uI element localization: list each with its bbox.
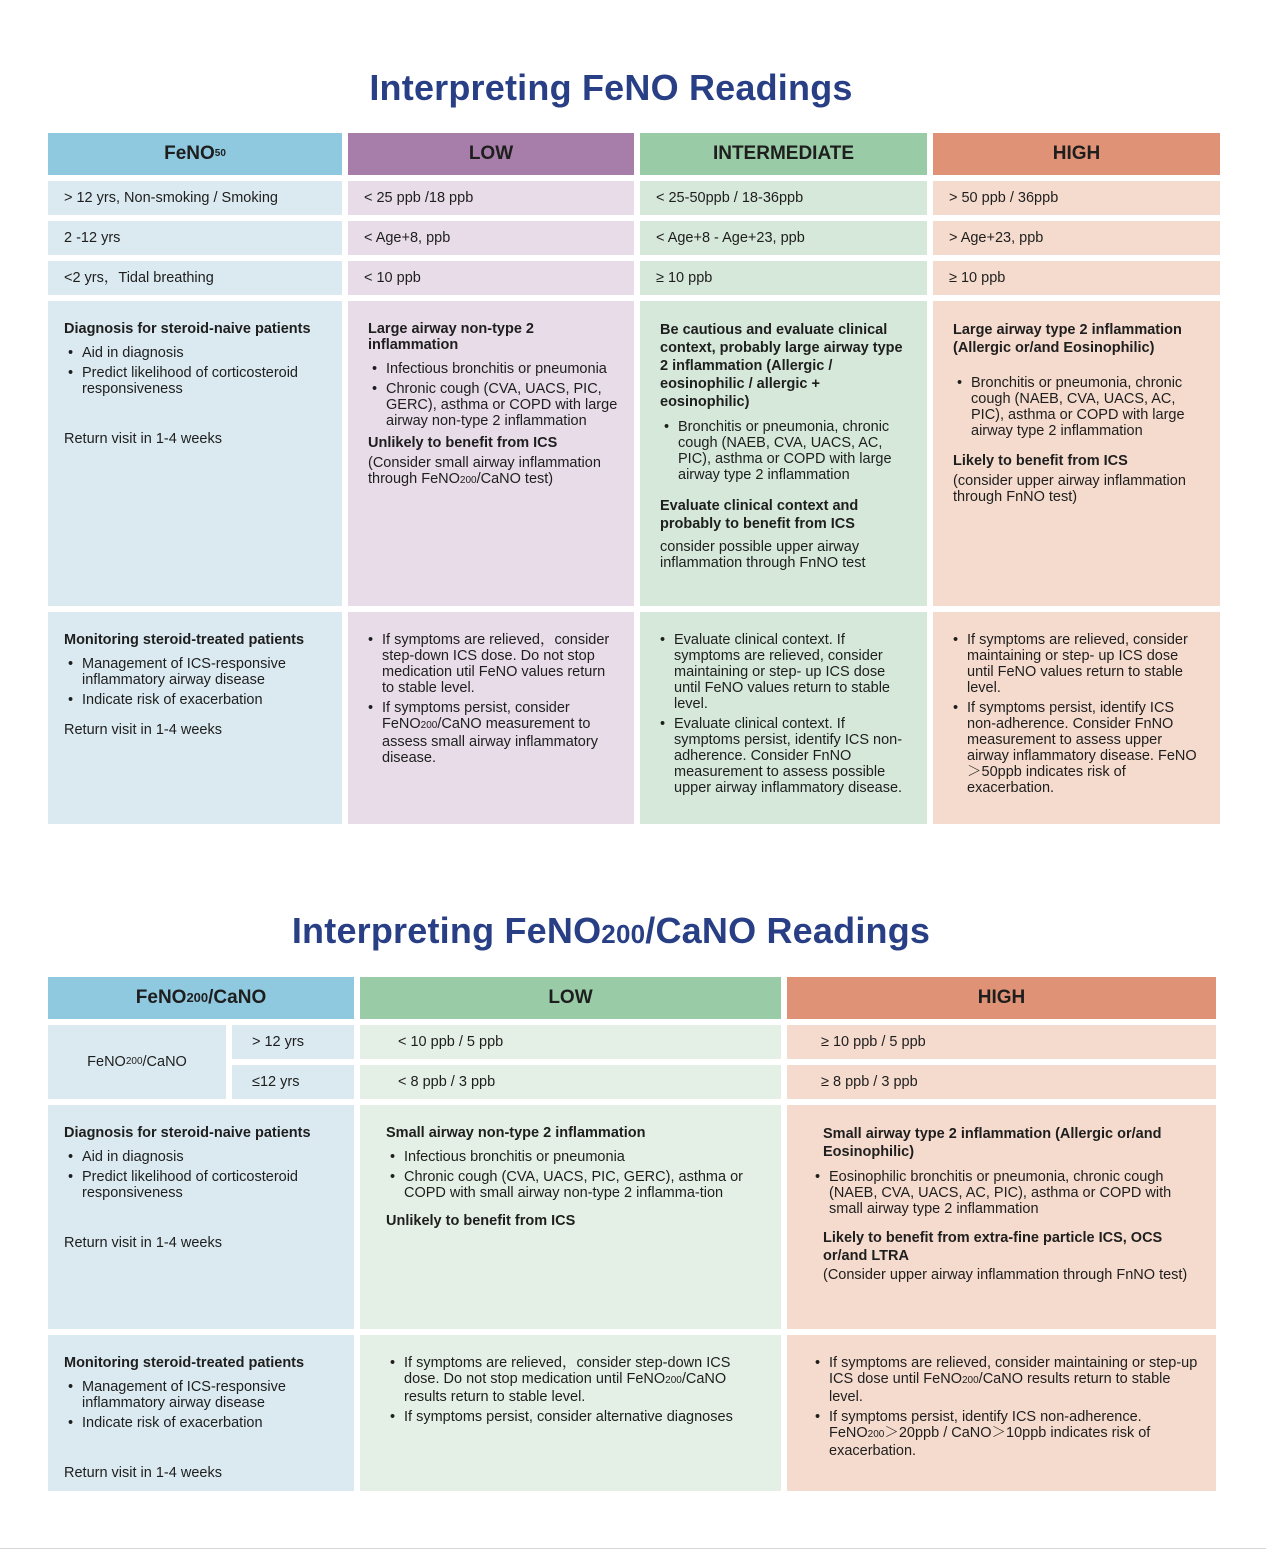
diagnosis-title: Diagnosis for steroid-naive patients	[64, 321, 311, 337]
group-text: FeNO	[87, 1054, 126, 1070]
monitoring-label-cell	[48, 612, 342, 824]
bullet-text: If symptoms persist, identify ICS non-adherence. FeNO	[829, 1409, 1142, 1441]
header-text: /CaNO	[208, 987, 267, 1008]
intermediate-threshold: ≥ 10 ppb	[640, 261, 927, 295]
diagnosis-bullets	[64, 1149, 338, 1201]
high-benefit-note: (consider upper airway inflammation through FnNO test)	[953, 473, 1186, 505]
list-item: • Evaluate clinical context. If symptoms persist, identify ICS non-adherence. Consider FnNO measurement to assess possible upper airway inflammatory disease.	[668, 716, 911, 796]
bullet-subscript: 200	[665, 1375, 682, 1386]
list-item: • Chronic cough (CVA, UACS, PIC, GERC), asthma or COPD with small airway non-type 2 inflamma-tion	[398, 1169, 745, 1201]
bullet-text: /CaNO results return to stable level.	[829, 1371, 1171, 1405]
intermediate-monitoring-bullets	[656, 632, 911, 796]
intermediate-diagnosis-title: Be cautious and evaluate clinical context, probably large airway type 2 inflammation (Allergic / eosinophilic / allergic + eosinophilic)	[660, 322, 903, 410]
bullet-text: If symptoms persist, consider FeNO	[382, 700, 570, 732]
monitoring-intermediate-cell	[640, 612, 927, 824]
intermediate-benefit-title: Evaluate clinical context and probably to benefit from ICS	[660, 498, 859, 532]
return-visit: Return visit in 1-4 weeks	[64, 722, 222, 738]
page-title-feno: Interpreting FeNO Readings	[369, 67, 853, 108]
note-text: /CaNO test)	[476, 471, 554, 487]
low-diagnosis-title: Large airway non-type 2 inflammation	[368, 321, 534, 353]
return-visit: Return visit in 1-4 weeks	[64, 431, 222, 447]
list-item: • Predict likelihood of corticosteroid responsiveness	[76, 1169, 338, 1201]
low-benefit-note	[368, 455, 618, 489]
intermediate-diagnosis-bullets	[660, 419, 911, 483]
return-visit: Return visit in 1-4 weeks	[64, 1465, 222, 1481]
diagnosis-intermediate-cell	[640, 301, 927, 606]
list-item: • If symptoms are relieved, consider maintaining or step- up ICS dose until FeNO values return to stable level.	[961, 632, 1204, 696]
bullet-text: If symptoms are relieved，consider step-down ICS dose. Do not stop medication until FeNO	[404, 1355, 731, 1387]
intermediate-threshold: < 25-50ppb / 18-36ppb	[640, 181, 927, 215]
list-item	[376, 700, 618, 766]
diagnosis-high-cell	[933, 301, 1220, 606]
list-item: • Infectious bronchitis or pneumonia	[380, 361, 618, 377]
monitoring-title: Monitoring steroid-treated patients	[64, 632, 305, 648]
list-item: • Evaluate clinical context. If symptoms are relieved, consider maintaining or step- up ICS dose until FeNO values return to stable level.	[668, 632, 911, 712]
age-label: > 12 yrs, Non-smoking / Smoking	[48, 181, 342, 215]
list-item: • If symptoms persist, identify ICS non-adherence. Consider FnNO measurement to assess upper airway inflammatory disease. FeNO＞50ppb indicates risk of exacerbation.	[961, 700, 1204, 796]
monitoring-title: Monitoring steroid-treated patients	[64, 1355, 305, 1371]
bullet-text: If symptoms are relieved, consider maintaining or step-up ICS dose until FeNO	[829, 1355, 1198, 1387]
bullet-text: ＞20ppb / CaNO＞10ppb indicates risk of exacerbation.	[829, 1425, 1151, 1459]
page-divider	[0, 1548, 1266, 1549]
group-text: /CaNO	[142, 1054, 187, 1070]
diagnosis-high-cell	[787, 1105, 1216, 1329]
page-title-feno200-cano	[0, 910, 1222, 952]
title-text: /CaNO Readings	[645, 910, 931, 951]
group-subscript: 200	[125, 1056, 143, 1067]
diagnosis-label-cell	[48, 301, 342, 606]
high-monitoring-bullets	[949, 632, 1204, 796]
return-visit: Return visit in 1-4 weeks	[64, 1235, 222, 1251]
bullet-subscript: 200	[420, 720, 438, 731]
list-item: • Eosinophilic bronchitis or pneumonia, chronic cough (NAEB, CVA, UACS, AC, PIC), asthma or COPD with small airway type 2 inflammation	[823, 1169, 1200, 1217]
low-diagnosis-bullets	[368, 361, 618, 429]
low-threshold: < 10 ppb	[348, 261, 634, 295]
list-item: • Predict likelihood of corticosteroid responsiveness	[76, 365, 326, 397]
high-threshold: ≥ 8 ppb / 3 ppb	[787, 1065, 1216, 1099]
low-threshold: < Age+8, ppb	[348, 221, 634, 255]
monitoring-bullets	[64, 656, 326, 708]
list-item: • If symptoms are relieved，consider step-down ICS dose. Do not stop medication util FeNO values return to stable level.	[376, 632, 618, 696]
diagnosis-low-cell	[360, 1105, 781, 1329]
age-label: <2 yrs，Tidal breathing	[48, 261, 342, 295]
header-intermediate: INTERMEDIATE	[640, 133, 927, 175]
high-benefit-note: (Consider upper airway inflammation through FnNO test)	[823, 1267, 1188, 1283]
list-item: • Infectious bronchitis or pneumonia	[398, 1149, 745, 1165]
list-item: • Chronic cough (CVA, UACS, PIC, GERC), asthma or COPD with large airway non-type 2 inflammation	[380, 381, 618, 429]
feno-table	[48, 133, 1220, 824]
group-label	[48, 1025, 226, 1099]
header-high: HIGH	[787, 977, 1216, 1019]
list-item: • Bronchitis or pneumonia, chronic cough (NAEB, CVA, UACS, AC, PIC), asthma or COPD with large airway type 2 inflammation	[672, 419, 911, 483]
high-threshold: > Age+23, ppb	[933, 221, 1220, 255]
list-item	[398, 1355, 745, 1405]
high-diagnosis-title: Large airway type 2 inflammation (Allergic or/and Eosinophilic)	[953, 322, 1182, 356]
intermediate-threshold: < Age+8 - Age+23, ppb	[640, 221, 927, 255]
high-benefit-title: Likely to benefit from extra-fine particle ICS, OCS or/and LTRA	[823, 1230, 1163, 1264]
list-item: • Management of ICS-responsive inflammatory airway disease	[76, 656, 326, 688]
header-feno-subscript: 50	[214, 148, 226, 159]
low-threshold: < 25 ppb /18 ppb	[348, 181, 634, 215]
diagnosis-label-cell	[48, 1105, 354, 1329]
low-benefit-title: Unlikely to benefit from ICS	[368, 435, 558, 451]
high-threshold: ≥ 10 ppb / 5 ppb	[787, 1025, 1216, 1059]
list-item: • Management of ICS-responsive inflammatory airway disease	[76, 1379, 338, 1411]
low-monitoring-bullets	[386, 1355, 765, 1425]
monitoring-label-cell	[48, 1335, 354, 1491]
note-subscript: 200	[459, 475, 477, 486]
diagnosis-bullets	[64, 345, 326, 397]
header-low: LOW	[360, 977, 781, 1019]
title-text: Interpreting FeNO	[291, 910, 602, 951]
header-high: HIGH	[933, 133, 1220, 175]
header-feno200-cano	[48, 977, 354, 1019]
diagnosis-low-cell	[348, 301, 634, 606]
header-feno50	[48, 133, 342, 175]
note-text: (Consider small airway inflammation through FeNO	[368, 455, 601, 487]
header-text: FeNO	[135, 987, 187, 1008]
high-monitoring-bullets	[823, 1355, 1200, 1459]
header-subscript: 200	[186, 990, 209, 1005]
bullet-subscript: 200	[867, 1429, 885, 1440]
monitoring-low-cell	[360, 1335, 781, 1491]
age-label: ≤12 yrs	[232, 1065, 354, 1099]
list-item: • Indicate risk of exacerbation	[76, 692, 326, 708]
monitoring-high-cell	[933, 612, 1220, 824]
high-diagnosis-bullets	[953, 375, 1204, 439]
list-item: • Aid in diagnosis	[76, 345, 326, 361]
age-label: 2 -12 yrs	[48, 221, 342, 255]
bullet-text: /CaNO measurement to assess small airway inflammatory disease.	[382, 716, 598, 766]
diagnosis-title: Diagnosis for steroid-naive patients	[64, 1125, 311, 1141]
title-subscript: 200	[601, 919, 646, 949]
high-threshold: > 50 ppb / 36ppb	[933, 181, 1220, 215]
low-monitoring-bullets	[364, 632, 618, 766]
list-item: • Aid in diagnosis	[76, 1149, 338, 1165]
list-item: • Indicate risk of exacerbation	[76, 1415, 338, 1431]
high-benefit-title: Likely to benefit from ICS	[953, 453, 1128, 469]
bullet-subscript: 200	[961, 1375, 979, 1386]
high-threshold: ≥ 10 ppb	[933, 261, 1220, 295]
feno200-cano-table	[48, 977, 1220, 1491]
header-low: LOW	[348, 133, 634, 175]
low-diagnosis-bullets	[386, 1149, 765, 1201]
low-diagnosis-title: Small airway non-type 2 inflammation	[386, 1125, 646, 1141]
list-item: • Bronchitis or pneumonia, chronic cough (NAEB, CVA, UACS, AC, PIC), asthma or COPD with large airway type 2 inflammation	[965, 375, 1204, 439]
high-diagnosis-bullets	[823, 1169, 1200, 1217]
monitoring-bullets	[64, 1379, 338, 1431]
low-benefit-title: Unlikely to benefit from ICS	[386, 1213, 576, 1229]
list-item	[823, 1355, 1200, 1405]
list-item	[823, 1409, 1200, 1459]
low-threshold: < 8 ppb / 3 ppb	[360, 1065, 781, 1099]
monitoring-low-cell	[348, 612, 634, 824]
low-threshold: < 10 ppb / 5 ppb	[360, 1025, 781, 1059]
bullet-text: /CaNO results return to stable level.	[404, 1371, 727, 1405]
high-diagnosis-title: Small airway type 2 inflammation (Allergic or/and Eosinophilic)	[823, 1126, 1162, 1160]
age-label: > 12 yrs	[232, 1025, 354, 1059]
header-feno-label: FeNO	[164, 143, 215, 164]
list-item: • If symptoms persist, consider alternative diagnoses	[398, 1409, 745, 1425]
monitoring-high-cell	[787, 1335, 1216, 1491]
intermediate-benefit-note: consider possible upper airway inflammation through FnNO test	[660, 539, 866, 571]
